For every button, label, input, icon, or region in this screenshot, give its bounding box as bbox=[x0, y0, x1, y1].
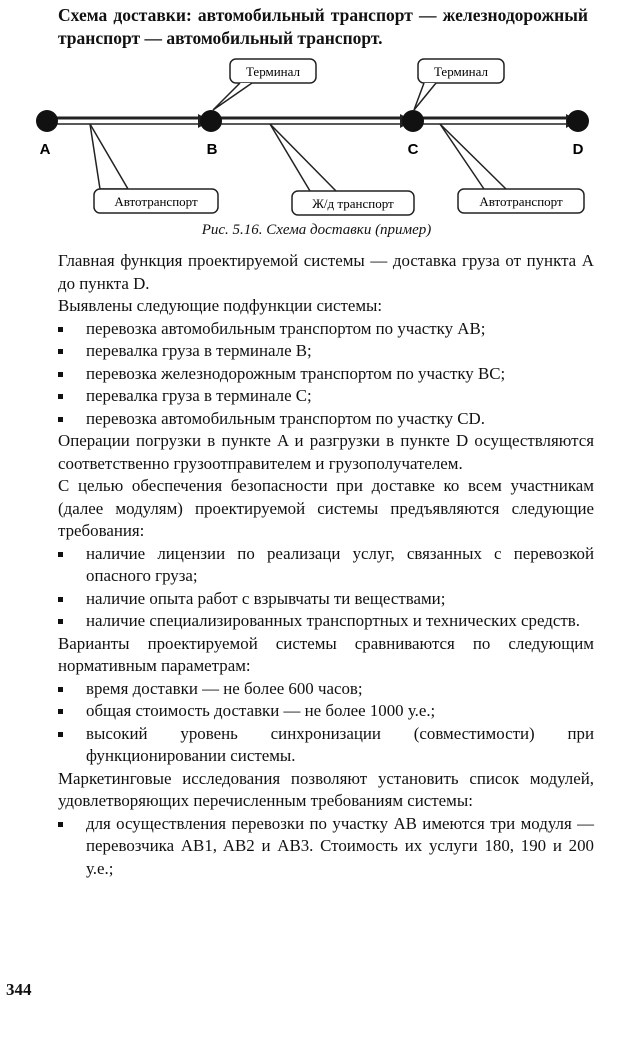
paragraph-main-function bbox=[58, 250, 594, 295]
paragraph-variants: Варианты проектируемой системы сравниваются по следующим нормативным параметрам: bbox=[58, 633, 594, 675]
list-item: перевозка автомобильным транспортом по участку AB; bbox=[58, 318, 594, 341]
list-item: перевозка автомобильным транспортом по участку CD. bbox=[58, 408, 594, 431]
paragraph-main-function-text: Главная функция проектируемой системы — доставка груза от пункта A до пункта D. bbox=[58, 251, 594, 293]
list-item: перевалка груза в терминале C; bbox=[58, 385, 594, 408]
transport-label-ab: Автотранспорт bbox=[114, 194, 198, 209]
parameters-list bbox=[58, 678, 594, 768]
body-text bbox=[58, 250, 594, 880]
point-label-c: C bbox=[407, 141, 419, 158]
list-item: для осуществления перевозки по участку AB имеются три модуля — перевозчика AB1, AB2 и AB3. Стоимость их услуги 180, 190 и 200 у.е.; bbox=[58, 813, 594, 881]
scheme-heading: Схема доставки: автомобильный транспорт — железнодорожный транспорт — автомобильный транспорт. bbox=[58, 5, 588, 48]
node-c bbox=[402, 110, 424, 132]
figure-caption: Рис. 5.16. Схема доставки (пример) bbox=[201, 222, 432, 238]
terminal-label-c: Терминал bbox=[433, 64, 489, 79]
requirements-list bbox=[58, 543, 594, 633]
delivery-scheme-diagram bbox=[0, 50, 633, 220]
point-label-d: D bbox=[572, 141, 584, 158]
terminal-label-b: Терминал bbox=[245, 64, 301, 79]
list-item: время доставки — не более 600 часов; bbox=[58, 678, 594, 701]
list-item: перевалка груза в терминале B; bbox=[58, 340, 594, 363]
modules-list bbox=[58, 813, 594, 881]
paragraph-marketing: Маркетинговые исследования позволяют установить список модулей, удовлетворяющих перечисленным требованиям системы: bbox=[58, 768, 594, 810]
node-d bbox=[567, 110, 589, 132]
transport-label-cd: Автотранспорт bbox=[479, 194, 563, 209]
point-label-b: B bbox=[206, 141, 218, 158]
node-b bbox=[200, 110, 222, 132]
list-item: наличие специализированных транспортных и технических средств. bbox=[58, 610, 594, 633]
paragraph-subfunctions-intro: Выявлены следующие подфункции системы: bbox=[58, 296, 383, 315]
list-item: наличие лицензии по реализаци услуг, связанных с перевозкой опасного груза; bbox=[58, 543, 594, 588]
node-a bbox=[36, 110, 58, 132]
list-item: перевозка железнодорожным транспортом по участку BC; bbox=[58, 363, 594, 386]
list-item: общая стоимость доставки — не более 1000 у.е.; bbox=[58, 700, 594, 723]
page-number: 344 bbox=[6, 980, 32, 999]
paragraph-loading-operations: Операции погрузки в пункте A и разгрузки в пункте D осуществляются соответственно грузоотправителем и грузополучателем. bbox=[58, 431, 594, 473]
list-item: наличие опыта работ с взрывчаты ти веществами; bbox=[58, 588, 594, 611]
transport-label-bc: Ж/д транспорт bbox=[312, 196, 394, 211]
point-label-a: A bbox=[39, 141, 51, 158]
list-item: высокий уровень синхронизации (совместимости) при функционировании системы. bbox=[58, 723, 594, 768]
subfunctions-list bbox=[58, 318, 594, 431]
paragraph-safety-requirements: С целью обеспечения безопасности при доставке ко всем участникам (далее модулям) проектируемой системы предъявляются следующие требования: bbox=[58, 476, 594, 540]
